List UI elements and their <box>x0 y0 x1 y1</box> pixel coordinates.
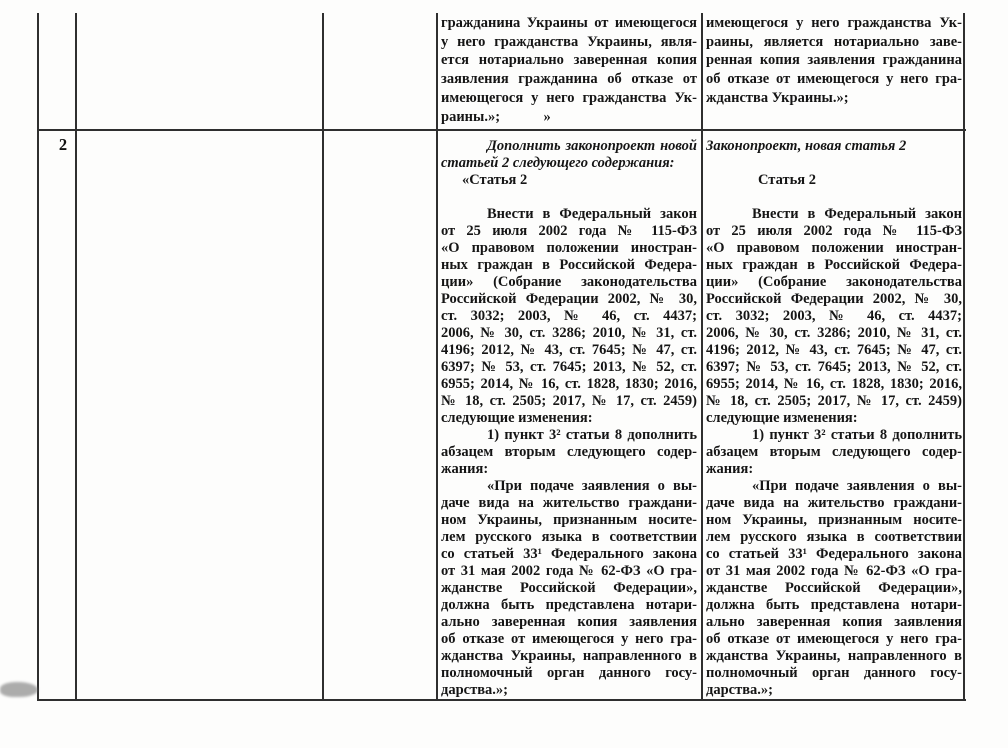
cell-row1-amendment-text-right <box>706 14 962 108</box>
cell-row2-resulting-text <box>706 138 962 699</box>
text-line: ных граждан в Российской Федера- <box>706 257 962 273</box>
text-line: ции» (Собрание законодательства <box>441 274 697 290</box>
text-line: жданстве Российской Федерации», <box>706 580 962 596</box>
text-line: жания: <box>706 461 754 477</box>
text-line: у него гражданства Украины, явля- <box>441 33 697 50</box>
text-line: ст. 3032; 2003, № 46, ст. 4437; <box>706 308 962 324</box>
text-line: абзацем вторым следующего содер- <box>706 444 962 460</box>
text-line: гражданина Украины от имеющегося <box>441 15 697 31</box>
text-line: Статья 2 <box>758 172 816 188</box>
text-line: об отказе от имеющегося у него гра- <box>706 631 962 647</box>
paragraph <box>706 478 962 699</box>
text-line: ально заверенная копия заявления <box>441 614 697 630</box>
text-line: лем русского языка в соответствии <box>441 529 697 545</box>
text-line: Российской Федерации 2002, № 30, <box>706 291 962 307</box>
paragraph <box>441 206 697 427</box>
text-line: 2006, № 30, ст. 3286; 2010, № 31, ст. <box>441 325 697 341</box>
text-line: от 31 мая 2002 года № 62-ФЗ «О гра- <box>706 563 962 579</box>
text-line: 6397; № 53, ст. 7645; 2013, № 52, ст. <box>441 359 697 375</box>
text-line: № 18, ст. 2505; 2017, № 17, ст. 2459) <box>441 393 697 409</box>
row-number: 2 <box>58 135 68 154</box>
text-line: следующие изменения: <box>441 410 593 426</box>
paragraph <box>706 138 962 155</box>
text-line: раины.»; » <box>441 108 551 125</box>
text-line: «О правовом положении иностран- <box>441 240 697 256</box>
table-border-col1-col2 <box>75 13 77 701</box>
paragraph-gap <box>706 189 962 206</box>
text-line: «При подаче заявления о вы- <box>752 478 962 494</box>
paragraph <box>441 478 697 699</box>
text-line: № 18, ст. 2505; 2017, № 17, ст. 2459) <box>706 393 962 409</box>
text-line: 6955; 2014, № 16, ст. 1828, 1830; 2016, <box>441 376 697 392</box>
text-line: со статьей 33¹ Федерального закона <box>706 546 962 562</box>
paragraph-gap <box>441 189 697 206</box>
text-line: Законопроект, новая статья 2 <box>706 138 907 154</box>
text-line: статьей 2 следующего содержания: <box>441 155 675 171</box>
text-line: жданства Украины, направленного в <box>706 648 962 664</box>
text-line: от 31 мая 2002 года № 62-ФЗ «О гра- <box>441 563 697 579</box>
text-line: жданства Украины, направленного в <box>441 648 697 664</box>
table-bottom-border <box>37 699 966 701</box>
text-line: жданства Украины.»; <box>706 89 849 106</box>
text-line: Внести в Федеральный закон <box>487 206 697 222</box>
text-line: Дополнить законопроект новой <box>487 138 697 154</box>
text-line: ренная копия заявления гражданина <box>706 52 962 69</box>
text-line: даче вида на жительство граждани- <box>441 495 697 511</box>
text-line: «О правовом положении иностран- <box>706 240 962 256</box>
text-line: 4196; 2012, № 43, ст. 7645; № 47, ст. <box>706 342 962 358</box>
paragraph <box>706 427 962 478</box>
table-border-col4-col5 <box>701 13 703 701</box>
paragraph <box>706 172 962 189</box>
paragraph <box>441 427 697 478</box>
text-line: от 25 июля 2002 года № 115-ФЗ <box>441 223 697 239</box>
text-line: полномочный орган данного госу- <box>441 665 697 681</box>
paragraph <box>441 138 697 172</box>
text-line: раины, является нотариально заве- <box>706 33 962 50</box>
text-line: 6955; 2014, № 16, ст. 1828, 1830; 2016, <box>706 376 962 392</box>
scan-smudge-artifact <box>0 682 38 697</box>
text-line: лем русского языка в соответствии <box>706 529 962 545</box>
text-line: имеющегося у него гражданства Ук- <box>441 89 697 106</box>
text-line: дарства.»; <box>706 682 773 698</box>
text-line: заявления гражданина об отказе от <box>441 71 697 88</box>
table-border-left <box>37 13 39 701</box>
text-line: должна быть представлена нотари- <box>706 597 962 613</box>
text-line: 2006, № 30, ст. 3286; 2010, № 31, ст. <box>706 325 962 341</box>
text-line: имеющегося у него гражданства Ук- <box>706 15 962 31</box>
text-line: должна быть представлена нотари- <box>441 597 697 613</box>
text-line: со статьей 33¹ Федерального закона <box>441 546 697 562</box>
text-line: ных граждан в Российской Федера- <box>441 257 697 273</box>
paragraph <box>706 14 962 108</box>
cell-row2-proposed-amendment <box>441 138 697 699</box>
paragraph <box>441 172 697 189</box>
text-line: жданстве Российской Федерации», <box>441 580 697 596</box>
text-line: Внести в Федеральный закон <box>752 206 962 222</box>
text-line: ально заверенная копия заявления <box>706 614 962 630</box>
text-line: об отказе от имеющегося у него гра- <box>706 71 962 88</box>
text-line: следующие изменения: <box>706 410 858 426</box>
paragraph <box>441 14 697 126</box>
text-line: 4196; 2012, № 43, ст. 7645; № 47, ст. <box>441 342 697 358</box>
paragraph-gap <box>706 155 962 172</box>
text-line: «Статья 2 <box>462 172 528 188</box>
text-line: 1) пункт 3² статьи 8 дополнить <box>752 427 962 443</box>
table-border-col3-col4 <box>436 13 438 701</box>
text-line: Российской Федерации 2002, № 30, <box>441 291 697 307</box>
text-line: дарства.»; <box>441 682 508 698</box>
paragraph <box>706 206 962 427</box>
table-border-col2-col3 <box>322 13 324 701</box>
text-line: 1) пункт 3² статьи 8 дополнить <box>487 427 697 443</box>
text-line: ции» (Собрание законодательства <box>706 274 962 290</box>
text-line: ном Украины, признанным носите- <box>706 512 962 528</box>
text-line: 6397; № 53, ст. 7645; 2013, № 52, ст. <box>706 359 962 375</box>
text-line: абзацем вторым следующего содер- <box>441 444 697 460</box>
text-line: от 25 июля 2002 года № 115-ФЗ <box>706 223 962 239</box>
text-line: жания: <box>441 461 489 477</box>
table-row-separator <box>37 129 966 131</box>
cell-row1-amendment-text-left <box>441 14 697 126</box>
text-line: полномочный орган данного госу- <box>706 665 962 681</box>
text-line: «При подаче заявления о вы- <box>487 478 697 494</box>
text-line: ется нотариально заверенная копия <box>441 52 697 69</box>
text-line: ном Украины, признанным носите- <box>441 512 697 528</box>
table-border-right <box>963 13 965 701</box>
text-line: об отказе от имеющегося у него гра- <box>441 631 697 647</box>
text-line: ст. 3032; 2003, № 46, ст. 4437; <box>441 308 697 324</box>
text-line: даче вида на жительство граждани- <box>706 495 962 511</box>
